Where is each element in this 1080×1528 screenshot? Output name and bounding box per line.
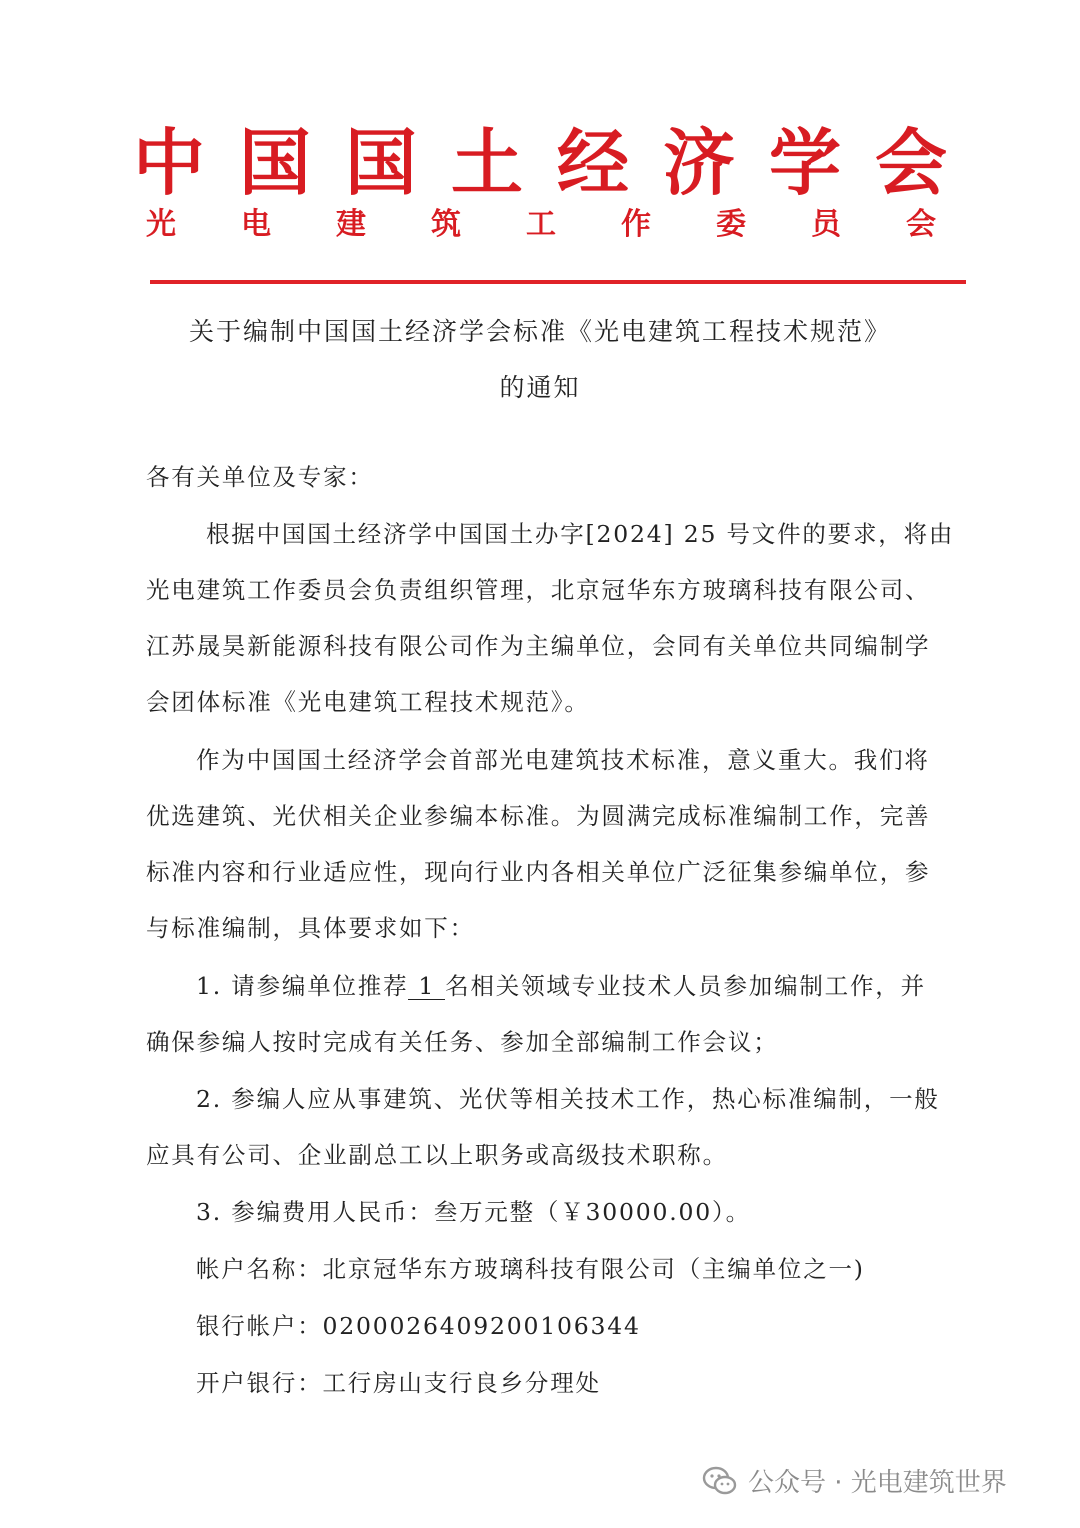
subtitle-char: 委 bbox=[716, 207, 746, 242]
bank-account: 银行帐户：0200026409200106344 bbox=[196, 1312, 641, 1340]
paragraph-line: 作为中国国土经济学会首部光电建筑技术标准，意义重大。我们将 bbox=[196, 746, 930, 774]
item-1-suffix: 名相关领域专业技术人员参加编制工作，并 bbox=[445, 972, 926, 1000]
paragraph-line: 会团体标准《光电建筑工程技术规范》。 bbox=[146, 688, 590, 716]
subtitle-char: 员 bbox=[811, 207, 841, 242]
subtitle-char: 筑 bbox=[431, 207, 461, 242]
salutation: 各有关单位及专家： bbox=[146, 463, 374, 491]
item-1-count: 1 bbox=[408, 974, 445, 1000]
requirement-item-1 bbox=[196, 967, 988, 1001]
letterhead-title: 中国国土经济学会 bbox=[132, 121, 981, 205]
letterhead-subtitle bbox=[146, 205, 936, 245]
subtitle-char: 作 bbox=[621, 207, 651, 242]
paragraph-line: 标准内容和行业适应性，现向行业内各相关单位广泛征集参编单位，参 bbox=[146, 858, 931, 886]
paragraph-line: 优选建筑、光伏相关企业参编本标准。为圆满完成标准编制工作，完善 bbox=[146, 802, 931, 830]
document-title-continued: 的通知 bbox=[499, 373, 581, 402]
subtitle-char: 电 bbox=[241, 207, 271, 242]
paragraph-line: 与标准编制，具体要求如下： bbox=[146, 914, 475, 942]
letterhead-divider bbox=[150, 280, 966, 284]
paragraph-line: 光电建筑工作委员会负责组织管理，北京冠华东方玻璃科技有限公司、 bbox=[146, 576, 931, 604]
wechat-icon bbox=[702, 1466, 738, 1496]
requirement-item-1-line2: 确保参编人按时完成有关任务、参加全部编制工作会议； bbox=[146, 1028, 779, 1056]
paragraph-line: 根据中国国土经济学中国国土办字[2024] 25 号文件的要求，将由 bbox=[206, 520, 955, 548]
watermark bbox=[702, 1462, 1007, 1499]
watermark-text: 公众号 · 光电建筑世界 bbox=[748, 1468, 1007, 1498]
item-1-prefix: 1. 请参编单位推荐 bbox=[196, 972, 409, 1000]
document-title: 关于编制中国国土经济学会标准《光电建筑工程技术规范》 bbox=[188, 317, 891, 346]
account-name: 帐户名称：北京冠华东方玻璃科技有限公司（主编单位之一) bbox=[196, 1255, 865, 1283]
requirement-item-3: 3. 参编费用人民币：叁万元整（￥30000.00）。 bbox=[196, 1198, 751, 1226]
requirement-item-2: 2. 参编人应从事建筑、光伏等相关技术工作，热心标准编制，一般 bbox=[196, 1085, 940, 1113]
subtitle-char: 光 bbox=[146, 207, 176, 242]
subtitle-char: 工 bbox=[526, 207, 556, 242]
subtitle-char: 会 bbox=[906, 207, 936, 242]
requirement-item-2-line2: 应具有公司、企业副总工以上职务或高级技术职称。 bbox=[146, 1141, 728, 1169]
bank-branch: 开户银行：工行房山支行良乡分理处 bbox=[196, 1369, 601, 1397]
paragraph-line: 江苏晟昊新能源科技有限公司作为主编单位，会同有关单位共同编制学 bbox=[146, 632, 931, 660]
subtitle-char: 建 bbox=[336, 207, 366, 242]
